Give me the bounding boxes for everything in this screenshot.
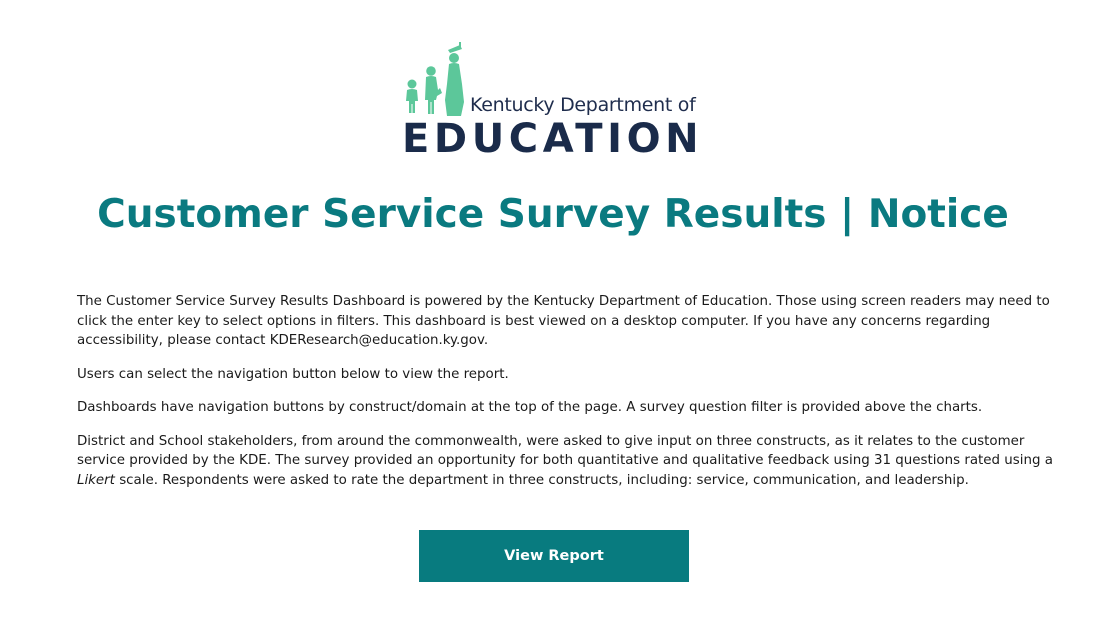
likert-term: Likert — [77, 472, 115, 488]
org-wordmark: EDUCATION — [402, 116, 704, 162]
intro-paragraph: The Customer Service Survey Results Dashboard is powered by the Kentucky Department of Education. Those using screen readers may need to click the enter key to select options in filters. This dashboard is best viewed on a desktop computer. If you have any concerns regarding accessibility, please contact KDEResearch@education.ky.gov. — [77, 294, 1050, 348]
constructs-text-part2: scale. Respondents were asked to rate the department in three constructs, including: service, communication, and leadership. — [114, 472, 969, 488]
dashboards-paragraph: Dashboards have navigation buttons by construct/domain at the top of the page. A survey question filter is provided above the charts. — [77, 400, 983, 415]
kde-logo — [402, 38, 704, 162]
navigation-paragraph: Users can select the navigation button below to view the report. — [77, 366, 509, 382]
org-name-line: Kentucky Department of — [470, 94, 696, 116]
kde-children-graduate-logo-icon — [402, 38, 472, 118]
constructs-paragraph — [77, 432, 1057, 491]
view-report-button[interactable]: View Report — [419, 530, 689, 582]
constructs-text-part1: District and School stakeholders, from around the commonwealth, were asked to give input on three constructs, as it relates to the customer service provided by the KDE. The survey provided an opportunity for both quantitative and qualitative feedback using 31 questions rated using a — [77, 433, 1053, 468]
notice-content — [77, 292, 1057, 504]
page-title: Customer Service Survey Results | Notice — [97, 192, 1009, 237]
